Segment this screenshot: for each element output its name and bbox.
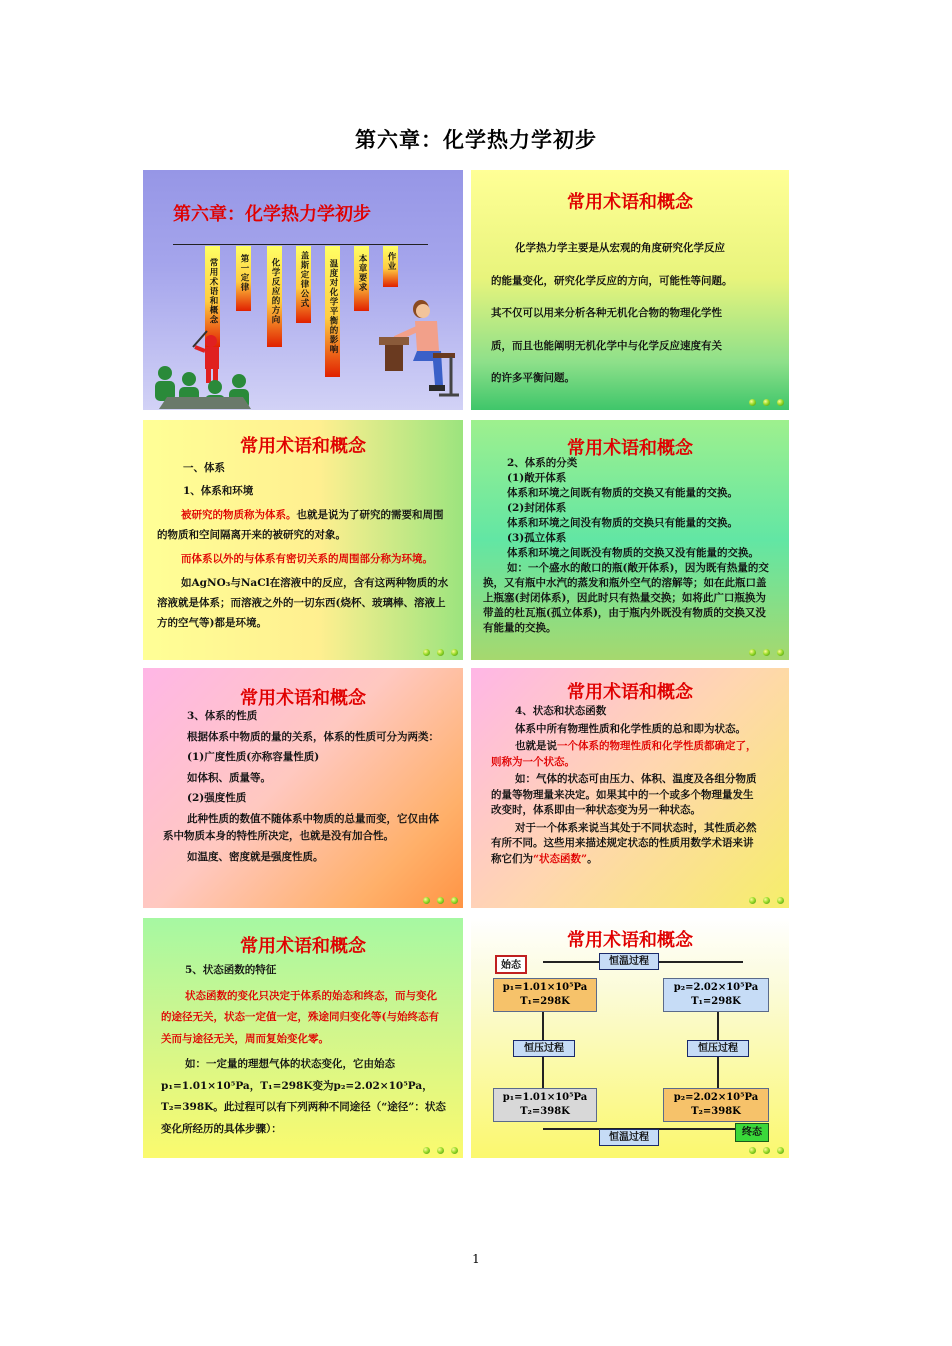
isothermal-process-top: 恒温过程 (599, 953, 659, 970)
isobaric-process-left: 恒压过程 (513, 1040, 575, 1057)
paragraph: 根据体系中物质的量的关系，体系的性质可分为两类： (187, 730, 439, 743)
paragraph: 如体积、质量等。 (187, 771, 271, 784)
nav-dot-icon[interactable] (423, 649, 430, 656)
paragraph: 如：一定量的理想气体的状态变化，它由始态 (185, 1058, 395, 1070)
paragraph-definition: 也就是说一个体系的物理性质和化学性质都确定了，则称为一个状态。 (491, 740, 757, 768)
student-writing-illustration (379, 295, 459, 400)
slide-process-diagram (471, 918, 789, 1158)
open-system-desc: 体系和环境之间既有物质的交换又有能量的交换。 (507, 487, 738, 499)
state-temperature: T₂=398K (691, 1106, 741, 1117)
page-number: 1 (472, 1252, 480, 1266)
nav-dot-icon[interactable] (763, 897, 770, 904)
closed-system-desc: 体系和环境之间没有物质的交换只有能量的交换。 (507, 517, 738, 529)
slide-system-properties (143, 668, 463, 908)
nav-dot-icon[interactable] (423, 897, 430, 904)
closed-system-label: (2)封闭体系 (507, 502, 567, 514)
open-system-label: (1)敞开体系 (507, 472, 567, 484)
nav-dot-icon[interactable] (749, 897, 756, 904)
nav-dot-icon[interactable] (763, 1147, 770, 1154)
nav-dot-icon[interactable] (763, 399, 770, 406)
slide-intro (471, 170, 789, 410)
teacher-audience-illustration (147, 325, 259, 409)
paragraph-system: 被研究的物质称为体系。也就是说为了研究的需要和周围的物质和空间隔离开来的被研究的对象。 (157, 509, 444, 541)
slide-title: 常用术语和概念 (567, 438, 693, 459)
nav-dot-icon[interactable] (749, 1147, 756, 1154)
nav-dot-icon[interactable] (423, 1147, 430, 1154)
nav-dots[interactable] (749, 399, 784, 406)
menu-item-homework[interactable]: 作业 (383, 246, 398, 287)
subsection-heading: 3、体系的性质 (187, 710, 258, 722)
menu-item-reaction-direction[interactable]: 化学反应的方向 (267, 246, 282, 347)
subsection-heading: 5、状态函数的特征 (185, 964, 277, 976)
nav-dot-icon[interactable] (777, 897, 784, 904)
nav-dots[interactable] (423, 1147, 458, 1154)
state-temperature: T₂=398K (520, 1106, 570, 1117)
nav-dot-icon[interactable] (451, 897, 458, 904)
slide-system-environment (143, 420, 463, 660)
subsection-heading: 1、体系和环境 (183, 485, 254, 497)
paragraph-state-function: 对于一个体系来说当其处于不同状态时，其性质必然有所不同。这些用来描述规定状态的性质用数学术语来讲称它们为“状态函数”。 (491, 821, 757, 865)
slide-state-function (471, 668, 789, 908)
paragraph-example: 如AgNO₃与NaCl在溶液中的反应，含有这两种物质的水溶液就是体系；而溶液之外的一切东西(烧杯、玻璃棒、溶液上方的空气等)都是环境。 (157, 577, 449, 629)
state-pressure: p₂=2.02×10⁵Pa (673, 982, 759, 993)
intro-line: 的许多平衡问题。 (491, 372, 575, 384)
nav-dot-icon[interactable] (437, 649, 444, 656)
feature-definition: 状态函数的变化只决定于体系的始态和终态，而与变化的途径无关，状态一定值一定，殊途同归变化等(与始终态有关而与途径无关，周而复始变化零。 (161, 989, 439, 1045)
menu-item-terms[interactable]: 常用术语和概念 (205, 246, 220, 347)
nav-dots[interactable] (423, 649, 458, 656)
nav-dot-icon[interactable] (451, 649, 458, 656)
state-bottom-left (493, 1088, 597, 1122)
intro-line: 的能量变化，研究化学反应的方向，可能性等问题。 (491, 274, 733, 287)
slide-chapter-menu (143, 170, 463, 410)
nav-dot-icon[interactable] (437, 1147, 444, 1154)
state-top-right (663, 978, 769, 1012)
nav-dot-icon[interactable] (777, 649, 784, 656)
slide-title: 常用术语和概念 (240, 436, 366, 457)
slide-title: 常用术语和概念 (567, 682, 693, 703)
state-pressure: p₂=2.02×10⁵Pa (673, 1092, 759, 1103)
page-title: 第六章：化学热力学初步 (355, 127, 597, 152)
paragraph: T₂=398K。此过程可以有下列两种不同途径（“途径”：状态变化所经历的具体步骤）： (161, 1101, 446, 1135)
nav-dots[interactable] (749, 1147, 784, 1154)
subsection-heading: 2、体系的分类 (507, 457, 578, 469)
nav-dots[interactable] (749, 897, 784, 904)
nav-dots[interactable] (423, 897, 458, 904)
slide-title: 常用术语和概念 (240, 688, 366, 709)
paragraph: p₁=1.01×10⁵Pa，T₁=298K变为p₂=2.02×10⁵Pa， (161, 1079, 433, 1092)
state-temperature: T₁=298K (691, 996, 741, 1007)
slide-state-function-features (143, 918, 463, 1158)
intro-line: 质，而且也能阐明无机化学中与化学反应速度有关 (491, 339, 722, 352)
intro-line: 其不仅可以用来分析各种无机化合物的物理化学性 (491, 307, 722, 319)
slide-title: 第六章：化学热力学初步 (173, 204, 371, 225)
isothermal-process-bottom: 恒温过程 (599, 1129, 659, 1146)
menu-item-first-law[interactable]: 第一定律 (236, 246, 251, 311)
definition-environment: 而体系以外的与体系有密切关系的周围部分称为环境。 (181, 553, 433, 565)
state-bottom-right (663, 1088, 769, 1122)
start-state-label: 始态 (495, 955, 527, 974)
section-heading: 一、体系 (183, 462, 225, 474)
paragraph: 体系中所有物理性质和化学性质的总和即为状态。 (515, 722, 746, 735)
slide-title: 常用术语和概念 (240, 936, 366, 957)
divider (173, 244, 428, 245)
nav-dots[interactable] (749, 649, 784, 656)
slide-title: 常用术语和概念 (567, 192, 693, 213)
slide-title: 常用术语和概念 (567, 930, 693, 951)
intro-line: 化学热力学主要是从宏观的角度研究化学反应 (515, 242, 725, 254)
state-pressure: p₁=1.01×10⁵Pa (502, 982, 588, 993)
menu-item-temperature-equilibrium[interactable]: 温度对化学平衡的影响 (325, 246, 340, 377)
paragraph: 如：气体的状态可由压力、体积、温度及各组分物质的量等物理量来决定。如果其中的一个或多个物理量发生改变时，体系即由一种状态变为另一种状态。 (491, 773, 757, 816)
menu-item-hess-law[interactable]: 盖斯定律公式 (296, 246, 311, 323)
paragraph: 如温度、密度就是强度性质。 (187, 850, 324, 863)
nav-dot-icon[interactable] (437, 897, 444, 904)
state-temperature: T₁=298K (520, 996, 570, 1007)
end-state-label: 终态 (735, 1123, 769, 1142)
nav-dot-icon[interactable] (749, 649, 756, 656)
subsection-heading: 4、状态和状态函数 (515, 705, 607, 717)
state-top-left (493, 978, 597, 1012)
paragraph: 此种性质的数值不随体系中物质的总量而变，它仅由体系中物质本身的特性所决定，也就是没有加合性。 (163, 812, 439, 842)
isolated-system-desc: 体系和环境之间既没有物质的交换又没有能量的交换。 (507, 547, 759, 559)
state-pressure: p₁=1.01×10⁵Pa (502, 1092, 588, 1103)
nav-dot-icon[interactable] (749, 399, 756, 406)
nav-dot-icon[interactable] (763, 649, 770, 656)
menu-item-requirements[interactable]: 本章要求 (354, 246, 369, 311)
paragraph-example: 如：一个盛水的敞口的瓶(敞开体系)，因为既有热量的交换，又有瓶中水汽的蒸发和瓶外空气的溶解等；如在此瓶口盖上瓶塞(封闭体系)，因此时只有热量交换；如将此广口瓶换为带盖的杜瓦瓶(孤立体系)，由于瓶内外既没有物质的交换又没有能量的交换。 (483, 562, 769, 634)
extensive-property-label: (1)广度性质(亦称容量性质) (187, 751, 320, 763)
nav-dot-icon[interactable] (777, 399, 784, 406)
slide-system-classification (471, 420, 789, 660)
definition-system: 被研究的物质称为体系。 (181, 509, 297, 521)
nav-dot-icon[interactable] (451, 1147, 458, 1154)
intensive-property-label: (2)强度性质 (187, 792, 247, 804)
isolated-system-label: (3)孤立体系 (507, 532, 567, 544)
isobaric-process-right: 恒压过程 (687, 1040, 749, 1057)
nav-dot-icon[interactable] (777, 1147, 784, 1154)
